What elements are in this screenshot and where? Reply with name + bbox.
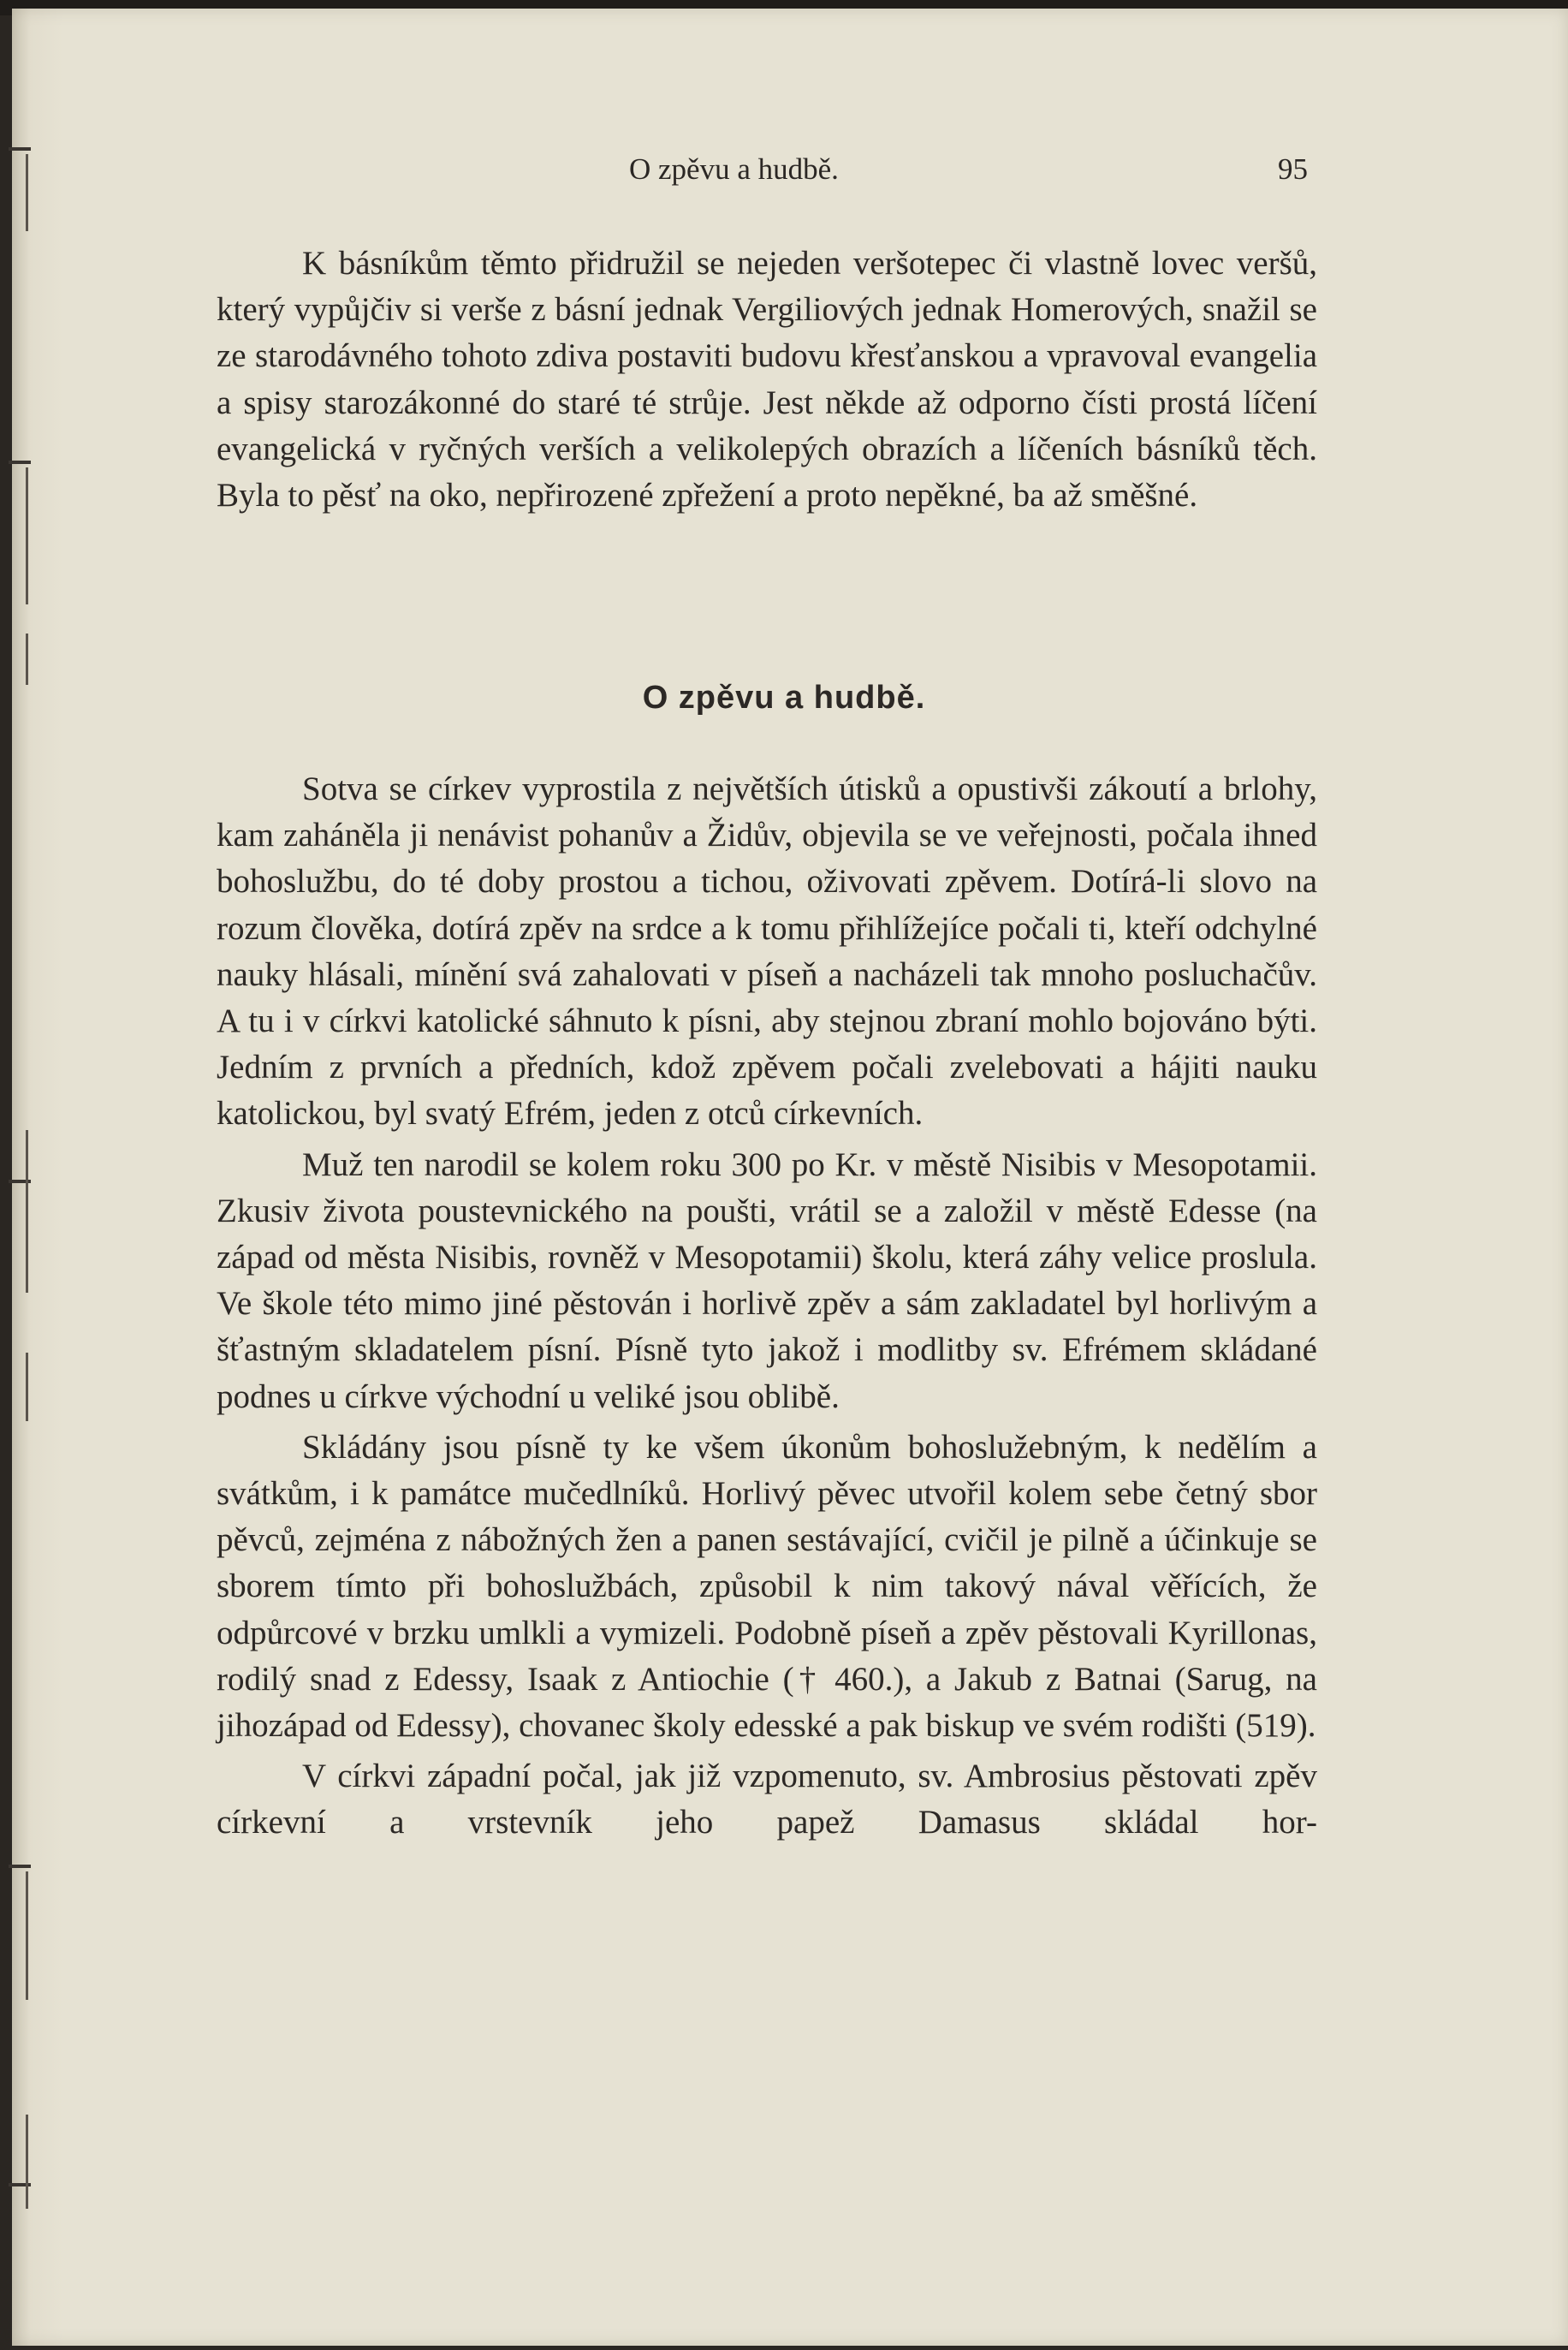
binding-line	[26, 467, 28, 604]
section-body	[217, 766, 1317, 1847]
binding-line	[26, 634, 28, 685]
binding-line	[26, 1871, 28, 2000]
running-title: O zpěvu a hudbě.	[629, 152, 839, 186]
binding-mark	[9, 461, 31, 464]
paragraph-efrem-intro: Sotva se církev vyprostila z největších útisků a opustivši zákoutí a brlohy, kam zaháněla ji nenávist pohanův a Židův, objevila se ve veřejnosti, počala ihned bohoslužbu, do té doby prostou a tichou, oživovati zpěvem. Dotírá-li slovo na rozum člověka, dotírá zpěv na srdce a k tomu přihlížejíce počali ti, kteří odchylné nauky hlásali, mínění svá zahalovati v píseň a nacházeli tak mnoho posluchačův. A tu i v církvi katolické sáhnuto k písni, aby stejnou zbraní mohlo bojováno býti. Jedním z prvních a předních, kdož zpěvem počali zvelebovati a hájiti nauku katolickou, byl svatý Efrém, jeden z otců církevních.	[217, 770, 1317, 1133]
paragraph-western-church: V církvi západní počal, jak již vzpomenuto, sv. Ambrosius pěstovati zpěv církevní a vrstevník jeho papež Damasus skládal hor-	[217, 1758, 1317, 1841]
intro-paragraph: K básníkům těmto přidružil se nejeden veršotepec či vlastně lovec veršů, který vypůjčiv si verše z básní jednak Vergiliových jednak Homerových, snažil se ze starodávného tohoto zdiva postaviti budovu křesťanskou a vpravoval evangelia a spisy starozákonné do staré té strůje. Jest někde až odporno čísti prostá líčení evangelická v ryčných verších a velikolepých obrazích a líčeních básníků těch. Byla to pěsť na oko, nepřirozené zpřežení a proto nepěkné, ba až směšné.	[217, 245, 1317, 515]
page-number: 95	[1278, 152, 1308, 186]
binding-edge	[0, 0, 34, 2350]
section-heading: O zpěvu a hudbě.	[642, 680, 926, 716]
intro-block	[217, 241, 1317, 519]
binding-line	[26, 2115, 28, 2209]
paragraph-efrem-life: Muž ten narodil se kolem roku 300 po Kr. v městě Nisibis v Mesopotamii. Zkusiv života poustevnického na poušti, vrátil se a založil v městě Edesse (na západ od města Nisibis, rovněž v Mesopotamii) školu, která záhy velice proslula. Ve škole této mimo jiné pěstován i horlivě zpěv a sám zakladatel byl horlivým a šťastným skladatelem písní. Písně tyto jakož i modlitby sv. Efrémem skládané podnes u církve východní u veliké jsou oblibě.	[217, 1145, 1317, 1415]
page-header	[0, 152, 1568, 195]
binding-line	[26, 1130, 28, 1293]
binding-mark	[9, 147, 31, 151]
binding-mark	[9, 1865, 31, 1868]
binding-line	[26, 1353, 28, 1421]
paragraph-songs: Skládány jsou písně ty ke všem úkonům bohoslužebným, k nedělím a svátkům, i k památce mučedlníků. Horlivý pěvec utvořil kolem sebe četný sbor pěvců, zejména z nábožných žen a panen sestávající, cvičil je pilně a účinkuje se sborem tímto při bohoslužbách, způsobil k nim takový nával věřících, že odpůrcové v brzku umlkli a vymizeli. Podobně píseň a zpěv pěstovali Kyrillonas, rodilý snad z Edessy, Isaak z Antiochie († 460.), a Jakub z Batnai (Sarug, na jihozápad od Edessy), chovanec školy edesské a pak biskup ve svém rodišti (519).	[217, 1428, 1317, 1745]
